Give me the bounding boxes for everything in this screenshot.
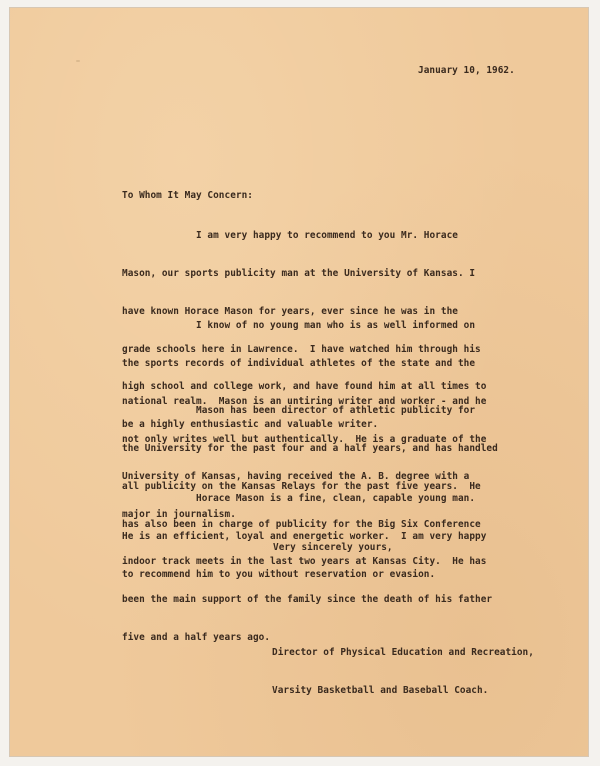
paragraph-line: to recommend him to you without reservation or evasion. (122, 568, 436, 580)
letter-date: January 10, 1962. (418, 65, 515, 76)
paragraph-line: the University for the past four and a half years, and has handled (122, 442, 498, 454)
complimentary-closing: Very sincerely yours, (273, 542, 393, 553)
signature-title-line: Varsity Basketball and Baseball Coach. (272, 684, 489, 696)
salutation: To Whom It May Concern: (122, 190, 253, 201)
paper-blemish (76, 60, 80, 62)
signature-block (272, 622, 534, 723)
paragraph-line: be a highly enthusiastic and valuable writer. (122, 419, 379, 431)
paragraph-line: University of Kansas, having received the A. B. degree with a (122, 471, 470, 483)
paragraph-line: indoor track meets in the last two years at Kansas City. He has (122, 556, 487, 568)
paragraph-line: major in journalism. (122, 509, 236, 521)
paragraph-line: I know of no young man who is as well informed on (122, 320, 476, 332)
paragraph-line: Mason has been director of athletic publicity for (122, 405, 476, 417)
paragraph-line: has also been in charge of publicity for the Big Six Conference (122, 518, 481, 530)
paragraph-line: have known Horace Mason for years, ever since he was in the (122, 305, 458, 317)
paragraph-line: grade schools here in Lawrence. I have watched him through his (122, 343, 481, 355)
paragraph-line: I am very happy to recommend to you Mr. Horace (122, 230, 458, 242)
signature-title-line: Director of Physical Education and Recreation, (272, 647, 534, 659)
paragraph-line: five and a half years ago. (122, 631, 271, 643)
paragraph-line: not only writes well but authentically. He is a graduate of the (122, 433, 487, 445)
paragraph-line: high school and college work, and have found him at all times to (122, 381, 487, 393)
paragraph-line: He is an efficient, loyal and energetic worker. I am very happy (122, 530, 487, 542)
paragraph-line: the sports records of individual athletes of the state and the (122, 357, 476, 369)
paragraph-line: national realm. Mason is an untiring writer and worker - and he (122, 395, 487, 407)
paragraph-line: Mason, our sports publicity man at the University of Kansas. I (122, 267, 476, 279)
paragraph-line: been the main support of the family since the death of his father (122, 594, 493, 606)
paragraph-line: Horace Mason is a fine, clean, capable young man. (122, 493, 476, 505)
paragraph-line: all publicity on the Kansas Relays for the past five years. He (122, 480, 481, 492)
paragraph-4 (122, 468, 486, 607)
